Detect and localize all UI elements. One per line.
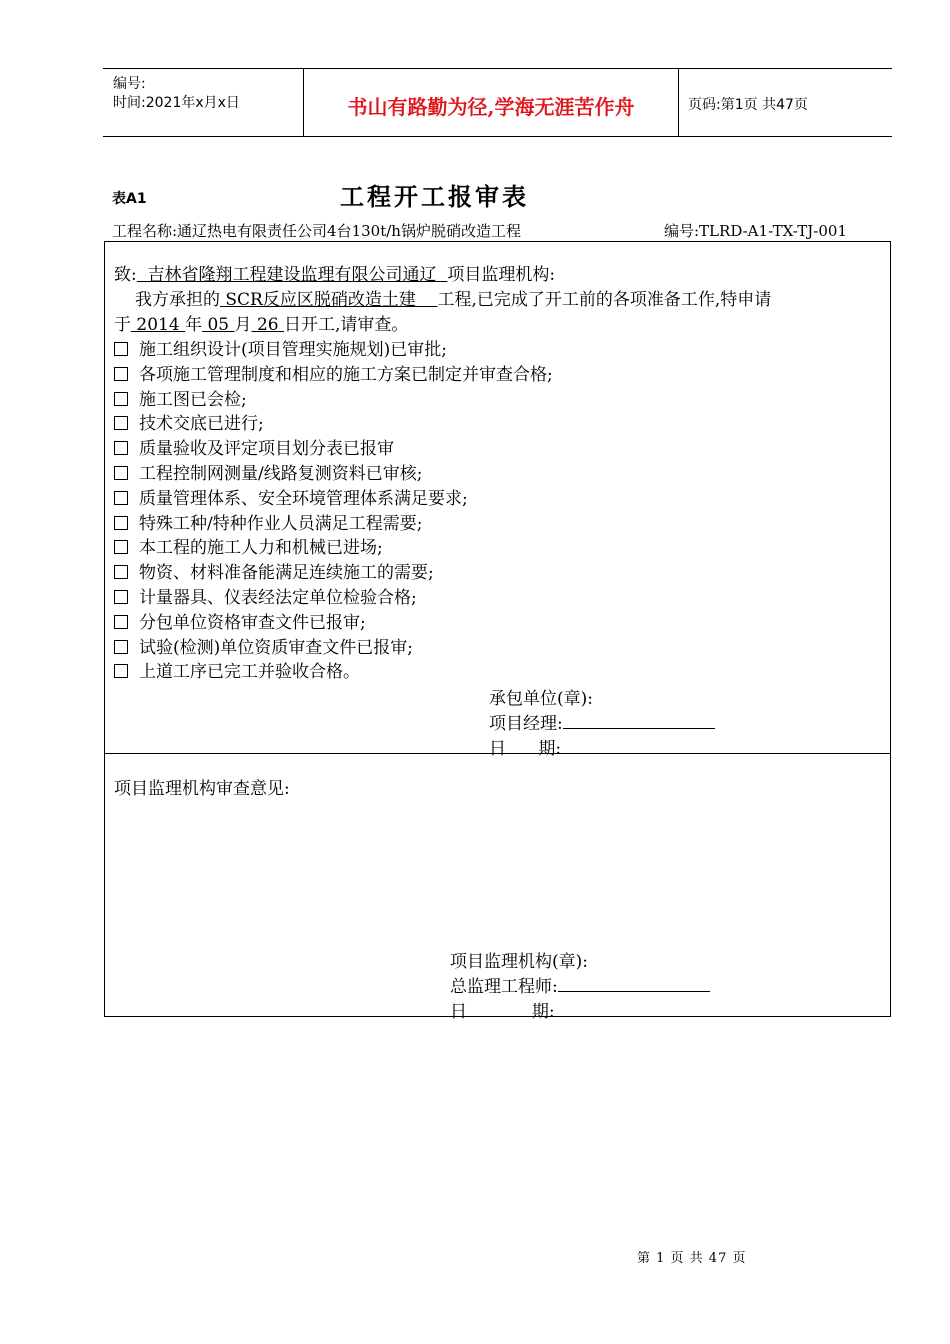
time-label: 时间:2021年x月x日 — [113, 95, 240, 111]
review-date-label: 日 期: — [450, 1002, 555, 1022]
checklist-item-label: 分包单位资格审查文件已报审; — [139, 612, 366, 633]
project-manager-line — [489, 709, 715, 734]
month-unit: 月 — [234, 315, 252, 335]
addressee-org: 吉林省隆翔工程建设监理有限公司通辽 — [147, 265, 437, 285]
contractor-date-label: 日 期: — [489, 739, 562, 759]
start-day: 26 — [256, 315, 279, 335]
checklist-item-label: 各项施工管理制度和相应的施工方案已制定并审查合格; — [139, 364, 553, 385]
request-date-line — [114, 310, 408, 335]
checkbox[interactable] — [114, 615, 128, 629]
checklist-item-label: 施工图已会检; — [139, 389, 247, 410]
review-heading: 项目监理机构审查意见: — [114, 779, 290, 799]
checklist-item-label: 技术交底已进行; — [139, 414, 264, 435]
page-info: 页码:第1页 共47页 — [688, 97, 808, 113]
checklist-item — [114, 558, 434, 583]
document-number: 编号:TLRD-A1-TX-TJ-001 — [664, 222, 847, 240]
checklist-item-label: 物资、材料准备能满足连续施工的需要; — [139, 563, 434, 584]
checklist-item-label: 施工组织设计(项目管理实施规划)已审批; — [139, 340, 447, 360]
motto: 书山有路勤为径,学海无涯苦作舟 — [347, 95, 635, 119]
header-middle-cell — [303, 69, 679, 136]
checklist-item-label: 试验(检测)单位资质审查文件已报审; — [139, 637, 413, 658]
checkbox[interactable] — [114, 441, 128, 455]
contractor-seal-label: 承包单位(章): — [489, 689, 593, 709]
checklist-item-label: 计量器具、仪表经法定单位检验合格; — [139, 588, 417, 608]
checkbox[interactable] — [114, 466, 128, 480]
chief-engineer-signature-blank[interactable] — [558, 976, 710, 992]
review-section — [104, 753, 891, 1022]
date-prefix: 于 — [114, 315, 131, 335]
checkbox[interactable] — [114, 565, 128, 579]
checkbox[interactable] — [114, 540, 128, 554]
project-manager-signature-blank[interactable] — [563, 713, 715, 729]
body-prefix: 我方承担的 — [135, 290, 220, 310]
checklist-item — [114, 434, 394, 459]
checkbox[interactable] — [114, 516, 128, 530]
addressee-suffix: 项目监理机构: — [447, 265, 556, 285]
checklist-item — [114, 360, 553, 385]
checklist-item — [114, 633, 413, 658]
body-project: SCR反应区脱硝改造土建 — [225, 290, 416, 310]
checklist-item — [114, 533, 383, 558]
checkbox[interactable] — [114, 392, 128, 406]
checkbox[interactable] — [114, 342, 128, 356]
form-number: 表A1 — [112, 191, 147, 207]
checkbox[interactable] — [114, 416, 128, 430]
start-month: 05 — [207, 315, 230, 335]
page-footer: 第 1 页 共 47 页 — [637, 1251, 747, 1266]
checkbox[interactable] — [114, 640, 128, 654]
day-suffix: 日开工,请审查。 — [283, 315, 409, 335]
checkbox[interactable] — [114, 491, 128, 505]
review-date-blank[interactable] — [555, 1001, 707, 1017]
year-unit: 年 — [185, 315, 203, 335]
checklist-item-label: 质量管理体系、安全环境管理体系满足要求; — [139, 488, 468, 509]
header-left-cell — [103, 69, 303, 136]
checklist-item — [114, 484, 468, 509]
body-suffix: 工程,已完成了开工前的各项准备工作,特申请 — [437, 290, 772, 310]
checklist-item — [114, 608, 366, 633]
checklist-item-label: 特殊工种/特种作业人员满足工程需要; — [139, 513, 423, 534]
checklist-item — [114, 509, 422, 534]
checklist-item — [114, 409, 264, 434]
project-manager-label: 项目经理: — [489, 714, 563, 734]
application-section — [104, 241, 891, 759]
chief-engineer-label: 总监理工程师: — [450, 977, 558, 997]
checklist-item — [114, 385, 247, 410]
review-date-line — [450, 997, 707, 1022]
page-header — [103, 68, 892, 137]
addressee-line — [114, 260, 555, 285]
checkbox[interactable] — [114, 664, 128, 678]
header-right-cell — [678, 69, 892, 136]
contractor-date-blank[interactable] — [561, 738, 713, 754]
number-label: 编号: — [113, 76, 146, 92]
checklist-item — [114, 583, 417, 608]
checkbox[interactable] — [114, 590, 128, 604]
checkbox[interactable] — [114, 367, 128, 381]
checklist-item-label: 工程控制网测量/线路复测资料已审核; — [139, 464, 423, 484]
checklist-item — [114, 657, 360, 682]
checklist-item-label: 本工程的施工人力和机械已进场; — [139, 538, 383, 559]
start-year: 2014 — [136, 315, 180, 335]
chief-engineer-line — [450, 972, 710, 997]
checklist-item — [114, 459, 422, 484]
checklist-item-label: 上道工序已完工并验收合格。 — [139, 662, 360, 683]
supervision-seal-label: 项目监理机构(章): — [450, 952, 588, 972]
request-body-line — [135, 285, 771, 310]
addressee-prefix: 致: — [114, 265, 137, 285]
project-name: 工程名称:通辽热电有限责任公司4台130t/h锅炉脱硝改造工程 — [112, 222, 521, 240]
checklist-item — [114, 335, 447, 360]
checklist-item-label: 质量验收及评定项目划分表已报审 — [139, 439, 394, 460]
form-title: 工程开工报审表 — [340, 182, 529, 211]
